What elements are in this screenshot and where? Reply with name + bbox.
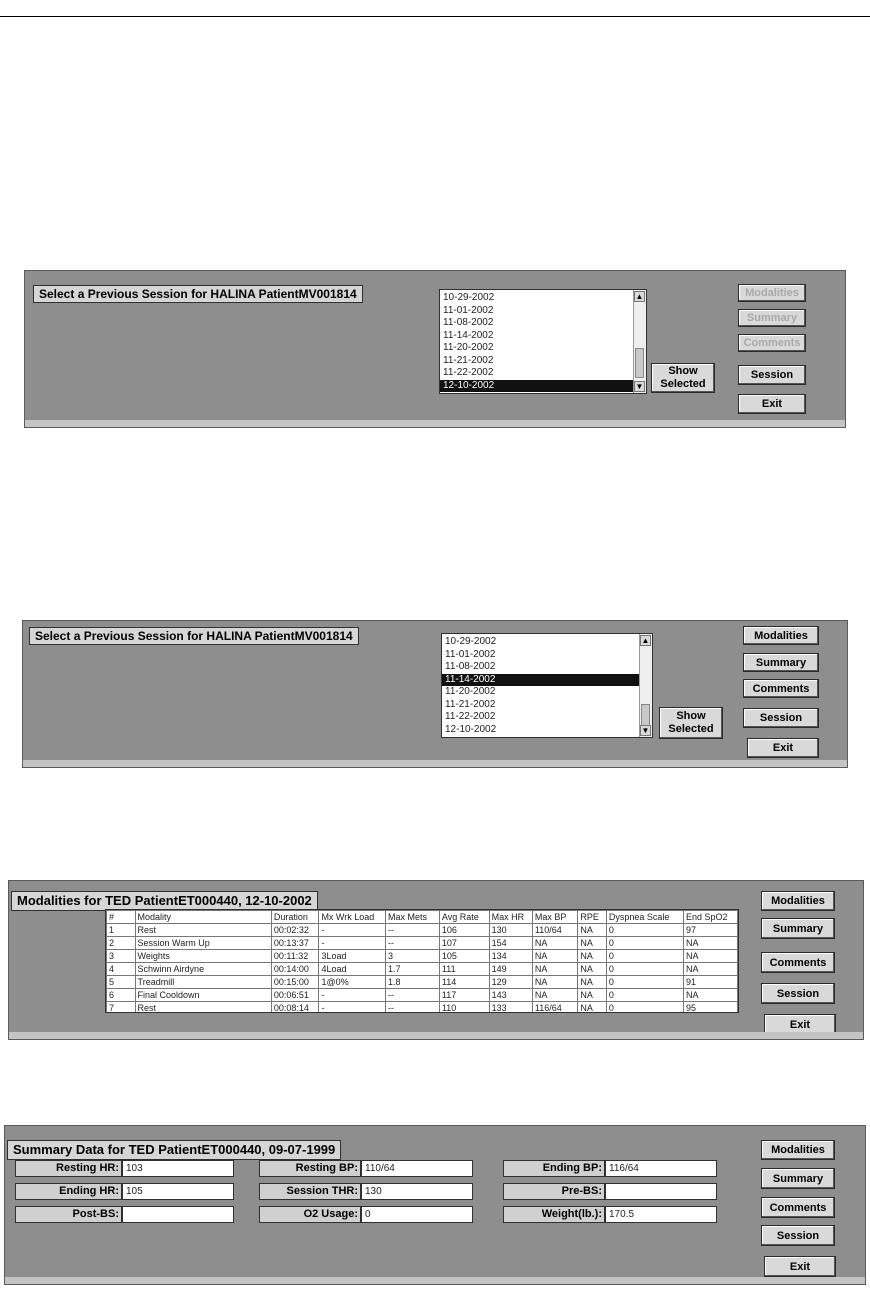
cell: 114 xyxy=(439,976,489,989)
list-item[interactable]: 10-29-2002 xyxy=(443,292,495,303)
list-item-selected[interactable]: 12-10-2002 xyxy=(440,380,646,393)
cell: 0 xyxy=(606,937,683,950)
cell: Final Cooldown xyxy=(135,989,271,1002)
cell: NA xyxy=(532,950,577,963)
column-header: Duration xyxy=(271,911,319,924)
resting-hr-field[interactable]: 103 xyxy=(122,1160,234,1177)
column-header: Dyspnea Scale xyxy=(606,911,683,924)
exit-button[interactable]: Exit xyxy=(764,1256,836,1277)
list-item-selected[interactable]: 11-14-2002 xyxy=(442,674,652,687)
table-row[interactable] xyxy=(107,924,738,937)
list-item[interactable]: 11-01-2002 xyxy=(445,648,496,660)
panel-status-strip xyxy=(5,1277,865,1284)
list-item[interactable]: 11-22-2002 xyxy=(445,711,496,722)
session-button[interactable]: Session xyxy=(743,708,819,728)
cell: 143 xyxy=(489,989,532,1002)
cell: 0 xyxy=(606,950,683,963)
table-header-row xyxy=(107,911,738,924)
list-item[interactable]: 11-20-2002 xyxy=(445,686,496,697)
list-item[interactable]: 11-08-2002 xyxy=(445,661,496,672)
modalities-grid xyxy=(106,910,738,1013)
summary-button[interactable]: Summary xyxy=(761,918,835,939)
modalities-panel xyxy=(8,880,864,1040)
page-top-rule xyxy=(0,16,870,17)
cell: 111 xyxy=(439,963,489,976)
panel-title: Modalities for TED PatientET000440, 12-10-2002 xyxy=(11,891,318,911)
table-row[interactable] xyxy=(107,989,738,1002)
session-thr-label: Session THR: xyxy=(259,1183,361,1200)
list-item[interactable]: 11-01-2002 xyxy=(443,304,494,316)
cell: Rest xyxy=(135,924,271,937)
scroll-down-arrow-icon[interactable]: ▼ xyxy=(635,382,644,391)
ending-bp-label: Ending BP: xyxy=(503,1160,605,1177)
panel-title: Select a Previous Session for HALINA PatientMV001814 xyxy=(33,285,363,303)
show-selected-button[interactable]: Show Selected xyxy=(651,363,715,393)
column-header: Max Mets xyxy=(386,911,440,924)
cell: NA xyxy=(578,937,607,950)
cell: NA xyxy=(532,989,577,1002)
cell: 117 xyxy=(439,989,489,1002)
cell: NA xyxy=(578,950,607,963)
panel-title: Select a Previous Session for HALINA PatientMV001814 xyxy=(29,627,359,645)
scroll-thumb[interactable] xyxy=(635,348,644,378)
comments-button[interactable]: Comments xyxy=(761,1197,835,1218)
column-header: Max HR xyxy=(489,911,532,924)
cell: - xyxy=(319,937,386,950)
scroll-up-arrow-icon[interactable]: ▲ xyxy=(635,292,644,301)
modalities-button[interactable]: Modalities xyxy=(743,626,819,645)
cell: 129 xyxy=(489,976,532,989)
post-bs-label: Post-BS: xyxy=(15,1206,122,1223)
exit-button[interactable]: Exit xyxy=(764,1014,836,1035)
cell: 91 xyxy=(684,976,738,989)
cell: Treadmill xyxy=(135,976,271,989)
cell: Schwinn Airdyne xyxy=(135,963,271,976)
column-header: Mx Wrk Load xyxy=(319,911,386,924)
cell: 2 xyxy=(107,937,136,950)
cell: 00:11:32 xyxy=(271,950,319,963)
column-header: Max BP xyxy=(532,911,577,924)
panel-title: Summary Data for TED PatientET000440, 09-07-1999 xyxy=(7,1140,341,1160)
cell: 1.8 xyxy=(386,976,440,989)
weight-label: Weight(lb.): xyxy=(503,1206,605,1223)
cell: 0 xyxy=(606,963,683,976)
cell: Session Warm Up xyxy=(135,937,271,950)
cell: 107 xyxy=(439,937,489,950)
comments-button[interactable]: Comments xyxy=(743,679,819,698)
panel-status-strip xyxy=(9,1032,863,1039)
cell: 0 xyxy=(606,1002,683,1014)
ending-hr-label: Ending HR: xyxy=(15,1183,122,1200)
cell: NA xyxy=(578,976,607,989)
comments-button[interactable]: Comments xyxy=(738,334,806,352)
modalities-button[interactable]: Modalities xyxy=(761,1140,835,1160)
weight-field[interactable]: 170.5 xyxy=(605,1206,717,1223)
list-item[interactable]: 11-20-2002 xyxy=(443,342,494,353)
cell: 3Load xyxy=(319,950,386,963)
scroll-down-arrow-icon[interactable]: ▼ xyxy=(641,726,650,735)
summary-button[interactable]: Summary xyxy=(761,1168,835,1189)
list-item[interactable]: 10-29-2002 xyxy=(445,636,497,647)
cell: NA xyxy=(532,976,577,989)
list-item[interactable]: 12-10-2002 xyxy=(445,723,497,735)
column-header: Avg Rate xyxy=(439,911,489,924)
comments-button[interactable]: Comments xyxy=(761,952,835,973)
cell: 1 xyxy=(107,924,136,937)
session-button[interactable]: Session xyxy=(761,1225,835,1246)
exit-button[interactable]: Exit xyxy=(747,738,819,758)
cell: 1.7 xyxy=(386,963,440,976)
modalities-button[interactable]: Modalities xyxy=(738,284,806,302)
cell: 1@0% xyxy=(319,976,386,989)
cell: -- xyxy=(386,1002,440,1014)
session-select-panel-2 xyxy=(22,620,848,768)
cell: Rest xyxy=(135,1002,271,1014)
summary-button[interactable]: Summary xyxy=(738,309,806,327)
cell: 110/64 xyxy=(532,924,577,937)
cell: - xyxy=(319,989,386,1002)
list-scrollbar[interactable] xyxy=(639,634,652,737)
cell: 00:13:37 xyxy=(271,937,319,950)
cell: NA xyxy=(578,989,607,1002)
cell: 00:15:00 xyxy=(271,976,319,989)
table-row[interactable] xyxy=(107,1002,738,1014)
summary-button[interactable]: Summary xyxy=(743,653,819,672)
table-row[interactable] xyxy=(107,937,738,950)
column-header: RPE xyxy=(578,911,607,924)
cell: 5 xyxy=(107,976,136,989)
table-row[interactable] xyxy=(107,963,738,976)
cell: 106 xyxy=(439,924,489,937)
o2-usage-label: O2 Usage: xyxy=(259,1206,361,1223)
modalities-button[interactable]: Modalities xyxy=(761,891,835,911)
resting-bp-label: Resting BP: xyxy=(259,1160,361,1177)
cell: 4 xyxy=(107,963,136,976)
cell: NA xyxy=(684,989,738,1002)
cell: NA xyxy=(532,963,577,976)
cell: 95 xyxy=(684,1002,738,1014)
cell: 00:14:00 xyxy=(271,963,319,976)
resting-hr-label: Resting HR: xyxy=(15,1160,122,1177)
table-row[interactable] xyxy=(107,950,738,963)
session-button[interactable]: Session xyxy=(761,983,835,1004)
pre-bs-label: Pre-BS: xyxy=(503,1183,605,1200)
cell: 110 xyxy=(439,1002,489,1014)
cell: NA xyxy=(578,924,607,937)
list-item[interactable]: 11-08-2002 xyxy=(443,317,494,328)
cell: NA xyxy=(532,937,577,950)
scroll-up-arrow-icon[interactable]: ▲ xyxy=(641,636,650,645)
cell: 7 xyxy=(107,1002,136,1014)
cell: 134 xyxy=(489,950,532,963)
cell: 00:08:14 xyxy=(271,1002,319,1014)
cell: 0 xyxy=(606,989,683,1002)
cell: 116/64 xyxy=(532,1002,577,1014)
cell: Weights xyxy=(135,950,271,963)
ending-hr-field[interactable]: 105 xyxy=(122,1183,234,1200)
cell: - xyxy=(319,1002,386,1014)
cell: 97 xyxy=(684,924,738,937)
column-header: # xyxy=(107,911,136,924)
exit-button[interactable]: Exit xyxy=(738,394,806,414)
cell: NA xyxy=(684,950,738,963)
list-item[interactable]: 11-21-2002 xyxy=(445,698,496,710)
panel-status-strip xyxy=(23,760,847,767)
modalities-table xyxy=(105,909,739,1013)
session-date-list[interactable] xyxy=(441,633,653,738)
cell: 154 xyxy=(489,937,532,950)
post-bs-field[interactable] xyxy=(122,1206,234,1223)
cell: NA xyxy=(684,963,738,976)
ending-bp-field[interactable]: 116/64 xyxy=(605,1160,717,1177)
cell: 0 xyxy=(606,976,683,989)
cell: - xyxy=(319,924,386,937)
cell: 6 xyxy=(107,989,136,1002)
cell: 4Load xyxy=(319,963,386,976)
session-button[interactable]: Session xyxy=(738,365,806,385)
cell: 00:06:51 xyxy=(271,989,319,1002)
cell: 0 xyxy=(606,924,683,937)
show-selected-button[interactable]: Show Selected xyxy=(659,707,723,739)
session-select-panel-1 xyxy=(24,270,846,428)
session-date-list[interactable] xyxy=(439,289,647,394)
panel-status-strip xyxy=(25,420,845,427)
cell: -- xyxy=(386,937,440,950)
cell: -- xyxy=(386,989,440,1002)
o2-usage-field[interactable]: 0 xyxy=(361,1206,473,1223)
cell: 130 xyxy=(489,924,532,937)
cell: -- xyxy=(386,924,440,937)
list-item[interactable]: 11-14-2002 xyxy=(443,329,494,341)
summary-panel xyxy=(4,1125,866,1285)
column-header: End SpO2 xyxy=(684,911,738,924)
cell: 149 xyxy=(489,963,532,976)
cell: 105 xyxy=(439,950,489,963)
table-row[interactable] xyxy=(107,976,738,989)
cell: NA xyxy=(684,937,738,950)
list-item[interactable]: 11-21-2002 xyxy=(443,354,494,366)
resting-bp-field[interactable]: 110/64 xyxy=(361,1160,473,1177)
list-item[interactable]: 11-22-2002 xyxy=(443,367,494,378)
pre-bs-field[interactable] xyxy=(605,1183,717,1200)
session-thr-field[interactable]: 130 xyxy=(361,1183,473,1200)
column-header: Modality xyxy=(135,911,271,924)
cell: 00:02:32 xyxy=(271,924,319,937)
list-scrollbar[interactable] xyxy=(633,290,646,393)
cell: NA xyxy=(578,1002,607,1014)
cell: 3 xyxy=(386,950,440,963)
cell: 3 xyxy=(107,950,136,963)
cell: NA xyxy=(578,963,607,976)
cell: 133 xyxy=(489,1002,532,1014)
